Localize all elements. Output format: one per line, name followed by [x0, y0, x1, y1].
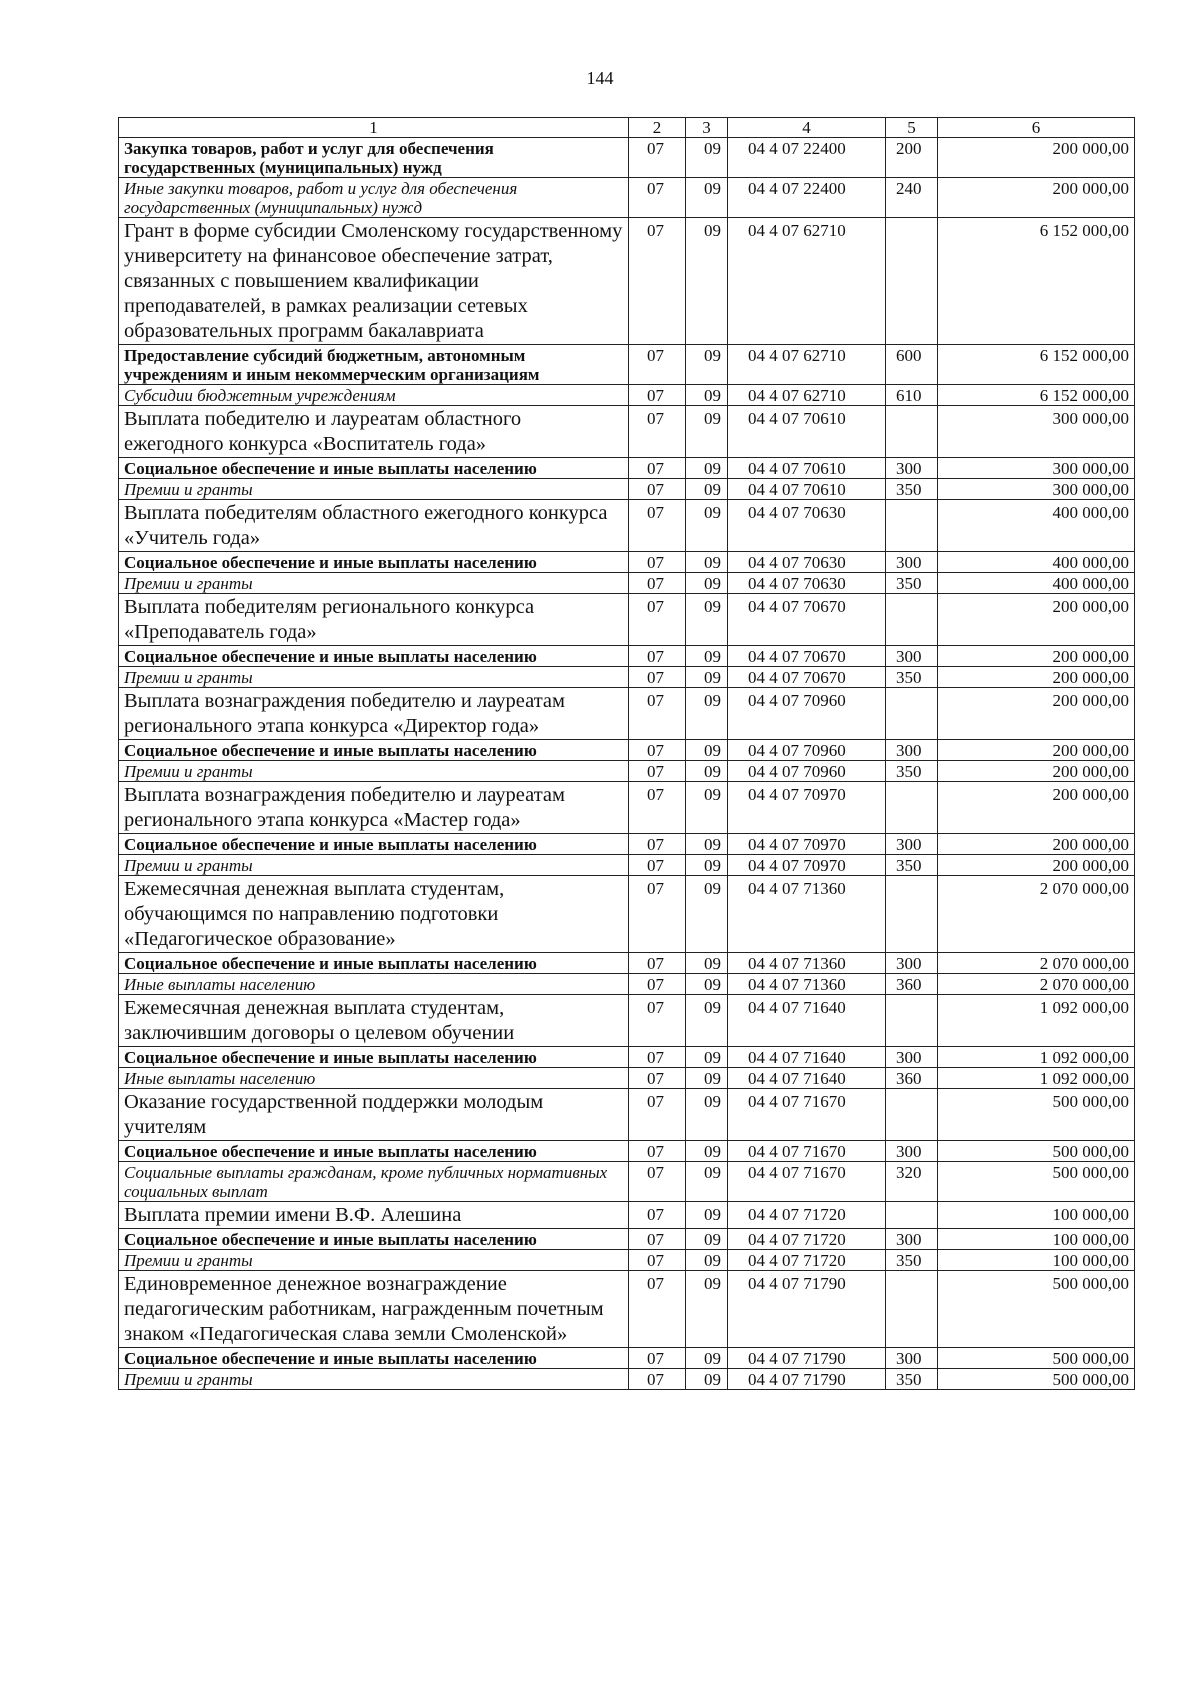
target-article-code: 04 4 07 70610 — [728, 406, 886, 458]
target-article-code: 04 4 07 70970 — [728, 782, 886, 834]
table-row — [119, 876, 1135, 953]
row-description: Закупка товаров, работ и услуг для обеспечения государственных (муниципальных) нужд — [119, 138, 629, 178]
page-number: 144 — [586, 68, 614, 88]
header-cell-6: 6 — [938, 118, 1135, 138]
row-description: Социальное обеспечение и иные выплаты населению — [119, 834, 629, 855]
expense-type-code: 300 — [886, 1047, 938, 1068]
expense-type-code: 200 — [886, 138, 938, 178]
subsection-code: 09 — [686, 688, 728, 740]
expense-type-code: 300 — [886, 1229, 938, 1250]
target-article-code: 04 4 07 70960 — [728, 688, 886, 740]
subsection-code: 09 — [686, 1369, 728, 1390]
table-row — [119, 500, 1135, 552]
row-description: Социальное обеспечение и иные выплаты населению — [119, 1141, 629, 1162]
row-description: Социальное обеспечение и иные выплаты населению — [119, 740, 629, 761]
target-article-code: 04 4 07 71360 — [728, 974, 886, 995]
row-description: Премии и гранты — [119, 1369, 629, 1390]
section-code: 07 — [629, 688, 686, 740]
row-description: Иные выплаты населению — [119, 974, 629, 995]
expense-type-code: 350 — [886, 1369, 938, 1390]
target-article-code: 04 4 07 71640 — [728, 1047, 886, 1068]
expense-type-code — [886, 1089, 938, 1141]
amount: 200 000,00 — [938, 178, 1135, 218]
section-code: 07 — [629, 1141, 686, 1162]
table-row — [119, 406, 1135, 458]
target-article-code: 04 4 07 70610 — [728, 458, 886, 479]
amount: 100 000,00 — [938, 1250, 1135, 1271]
header-cell-2: 2 — [629, 118, 686, 138]
target-article-code: 04 4 07 70970 — [728, 855, 886, 876]
row-description: Выплата победителям областного ежегодного конкурса «Учитель года» — [119, 500, 629, 552]
amount: 500 000,00 — [938, 1141, 1135, 1162]
table-row — [119, 834, 1135, 855]
amount: 200 000,00 — [938, 782, 1135, 834]
subsection-code: 09 — [686, 138, 728, 178]
row-description: Премии и гранты — [119, 667, 629, 688]
table-row — [119, 138, 1135, 178]
table-row — [119, 995, 1135, 1047]
subsection-code: 09 — [686, 552, 728, 573]
row-description: Ежемесячная денежная выплата студентам, обучающимся по направлению подготовки «Педагогическое образование» — [119, 876, 629, 953]
target-article-code: 04 4 07 70960 — [728, 761, 886, 782]
amount: 1 092 000,00 — [938, 1047, 1135, 1068]
table-row — [119, 218, 1135, 345]
row-description: Выплата премии имени В.Ф. Алешина — [119, 1202, 629, 1229]
header-cell-1: 1 — [119, 118, 629, 138]
amount: 300 000,00 — [938, 406, 1135, 458]
target-article-code: 04 4 07 70670 — [728, 646, 886, 667]
section-code: 07 — [629, 1271, 686, 1348]
table-row — [119, 974, 1135, 995]
section-code: 07 — [629, 974, 686, 995]
row-description: Премии и гранты — [119, 855, 629, 876]
row-description: Социальное обеспечение и иные выплаты населению — [119, 1047, 629, 1068]
row-description: Социальное обеспечение и иные выплаты населению — [119, 1348, 629, 1369]
target-article-code: 04 4 07 71720 — [728, 1229, 886, 1250]
subsection-code: 09 — [686, 178, 728, 218]
row-description: Субсидии бюджетным учреждениям — [119, 385, 629, 406]
section-code: 07 — [629, 1348, 686, 1369]
expense-type-code — [886, 594, 938, 646]
subsection-code: 09 — [686, 594, 728, 646]
expense-type-code — [886, 688, 938, 740]
expense-type-code: 300 — [886, 646, 938, 667]
expense-type-code: 300 — [886, 1141, 938, 1162]
table-row — [119, 1271, 1135, 1348]
subsection-code: 09 — [686, 667, 728, 688]
subsection-code: 09 — [686, 974, 728, 995]
amount: 6 152 000,00 — [938, 345, 1135, 385]
subsection-code: 09 — [686, 1229, 728, 1250]
target-article-code: 04 4 07 22400 — [728, 138, 886, 178]
section-code: 07 — [629, 855, 686, 876]
row-description: Социальные выплаты гражданам, кроме публичных нормативных социальных выплат — [119, 1162, 629, 1202]
subsection-code: 09 — [686, 345, 728, 385]
table-row — [119, 1348, 1135, 1369]
table-row — [119, 740, 1135, 761]
header-cell-5: 5 — [886, 118, 938, 138]
section-code: 07 — [629, 552, 686, 573]
section-code: 07 — [629, 1229, 686, 1250]
target-article-code: 04 4 07 62710 — [728, 345, 886, 385]
amount: 200 000,00 — [938, 138, 1135, 178]
section-code: 07 — [629, 406, 686, 458]
expense-type-code: 360 — [886, 1068, 938, 1089]
amount: 200 000,00 — [938, 667, 1135, 688]
expense-type-code — [886, 1202, 938, 1229]
target-article-code: 04 4 07 71720 — [728, 1202, 886, 1229]
row-description: Ежемесячная денежная выплата студентам, заключившим договоры о целевом обучении — [119, 995, 629, 1047]
expense-type-code — [886, 218, 938, 345]
section-code: 07 — [629, 834, 686, 855]
row-description: Премии и гранты — [119, 761, 629, 782]
amount: 400 000,00 — [938, 573, 1135, 594]
table-row — [119, 1369, 1135, 1390]
table-row — [119, 1162, 1135, 1202]
table-row — [119, 573, 1135, 594]
table-row — [119, 782, 1135, 834]
amount: 100 000,00 — [938, 1229, 1135, 1250]
section-code: 07 — [629, 138, 686, 178]
expense-type-code: 360 — [886, 974, 938, 995]
amount: 400 000,00 — [938, 500, 1135, 552]
expense-type-code: 350 — [886, 667, 938, 688]
amount: 2 070 000,00 — [938, 876, 1135, 953]
expense-type-code — [886, 500, 938, 552]
table-row — [119, 178, 1135, 218]
section-code: 07 — [629, 1162, 686, 1202]
target-article-code: 04 4 07 71670 — [728, 1089, 886, 1141]
row-description: Грант в форме субсидии Смоленскому государственному университету на финансовое обеспечение затрат, связанных с повышением квалификации преподавателей, в рамках реализации сетевых образовательных программ бакалавриата — [119, 218, 629, 345]
row-description: Оказание государственной поддержки молодым учителям — [119, 1089, 629, 1141]
amount: 1 092 000,00 — [938, 995, 1135, 1047]
subsection-code: 09 — [686, 1250, 728, 1271]
header-cell-4: 4 — [728, 118, 886, 138]
target-article-code: 04 4 07 71720 — [728, 1250, 886, 1271]
subsection-code: 09 — [686, 834, 728, 855]
expense-type-code: 240 — [886, 178, 938, 218]
subsection-code: 09 — [686, 1162, 728, 1202]
target-article-code: 04 4 07 62710 — [728, 385, 886, 406]
section-code: 07 — [629, 1047, 686, 1068]
table-row — [119, 345, 1135, 385]
subsection-code: 09 — [686, 855, 728, 876]
subsection-code: 09 — [686, 1068, 728, 1089]
target-article-code: 04 4 07 71360 — [728, 953, 886, 974]
table-row — [119, 646, 1135, 667]
subsection-code: 09 — [686, 458, 728, 479]
amount: 400 000,00 — [938, 552, 1135, 573]
table-row — [119, 594, 1135, 646]
amount: 500 000,00 — [938, 1348, 1135, 1369]
section-code: 07 — [629, 178, 686, 218]
amount: 500 000,00 — [938, 1089, 1135, 1141]
section-code: 07 — [629, 761, 686, 782]
table-row — [119, 1047, 1135, 1068]
table-row — [119, 458, 1135, 479]
expense-type-code — [886, 876, 938, 953]
section-code: 07 — [629, 1089, 686, 1141]
expense-type-code: 610 — [886, 385, 938, 406]
amount: 200 000,00 — [938, 646, 1135, 667]
target-article-code: 04 4 07 70960 — [728, 740, 886, 761]
section-code: 07 — [629, 1068, 686, 1089]
table-row — [119, 855, 1135, 876]
row-description: Единовременное денежное вознаграждение педагогическим работникам, награжденным почетным знаком «Педагогическая слава земли Смоленской» — [119, 1271, 629, 1348]
table-row — [119, 479, 1135, 500]
amount: 2 070 000,00 — [938, 974, 1135, 995]
section-code: 07 — [629, 740, 686, 761]
expense-type-code: 600 — [886, 345, 938, 385]
target-article-code: 04 4 07 71790 — [728, 1369, 886, 1390]
expense-type-code: 320 — [886, 1162, 938, 1202]
target-article-code: 04 4 07 71790 — [728, 1271, 886, 1348]
table-row — [119, 1202, 1135, 1229]
amount: 200 000,00 — [938, 855, 1135, 876]
section-code: 07 — [629, 782, 686, 834]
section-code: 07 — [629, 1250, 686, 1271]
section-code: 07 — [629, 876, 686, 953]
target-article-code: 04 4 07 71360 — [728, 876, 886, 953]
expense-type-code: 350 — [886, 1250, 938, 1271]
section-code: 07 — [629, 1202, 686, 1229]
subsection-code: 09 — [686, 1047, 728, 1068]
table-row — [119, 1141, 1135, 1162]
table-row — [119, 688, 1135, 740]
expense-type-code: 350 — [886, 855, 938, 876]
header-cell-3: 3 — [686, 118, 728, 138]
target-article-code: 04 4 07 70630 — [728, 552, 886, 573]
row-description: Социальное обеспечение и иные выплаты населению — [119, 458, 629, 479]
expense-type-code — [886, 1271, 938, 1348]
table-row — [119, 552, 1135, 573]
target-article-code: 04 4 07 71640 — [728, 1068, 886, 1089]
row-description: Социальное обеспечение и иные выплаты населению — [119, 552, 629, 573]
target-article-code: 04 4 07 62710 — [728, 218, 886, 345]
target-article-code: 04 4 07 70670 — [728, 667, 886, 688]
row-description: Премии и гранты — [119, 573, 629, 594]
subsection-code: 09 — [686, 1202, 728, 1229]
row-description: Социальное обеспечение и иные выплаты населению — [119, 1229, 629, 1250]
table-body — [119, 138, 1135, 1390]
row-description: Выплата победителю и лауреатам областного ежегодного конкурса «Воспитатель года» — [119, 406, 629, 458]
row-description: Выплата вознаграждения победителю и лауреатам регионального этапа конкурса «Мастер года» — [119, 782, 629, 834]
amount: 6 152 000,00 — [938, 385, 1135, 406]
expense-type-code: 350 — [886, 573, 938, 594]
target-article-code: 04 4 07 70630 — [728, 500, 886, 552]
target-article-code: 04 4 07 70610 — [728, 479, 886, 500]
table-row — [119, 1229, 1135, 1250]
section-code: 07 — [629, 385, 686, 406]
amount: 500 000,00 — [938, 1162, 1135, 1202]
section-code: 07 — [629, 953, 686, 974]
subsection-code: 09 — [686, 1271, 728, 1348]
target-article-code: 04 4 07 71790 — [728, 1348, 886, 1369]
section-code: 07 — [629, 646, 686, 667]
row-description: Иные выплаты населению — [119, 1068, 629, 1089]
expense-type-code: 350 — [886, 761, 938, 782]
subsection-code: 09 — [686, 646, 728, 667]
table-row — [119, 667, 1135, 688]
amount: 2 070 000,00 — [938, 953, 1135, 974]
section-code: 07 — [629, 479, 686, 500]
row-description: Премии и гранты — [119, 1250, 629, 1271]
target-article-code: 04 4 07 71640 — [728, 995, 886, 1047]
subsection-code: 09 — [686, 500, 728, 552]
subsection-code: 09 — [686, 953, 728, 974]
subsection-code: 09 — [686, 1089, 728, 1141]
target-article-code: 04 4 07 71670 — [728, 1162, 886, 1202]
expense-type-code: 300 — [886, 458, 938, 479]
target-article-code: 04 4 07 70670 — [728, 594, 886, 646]
section-code: 07 — [629, 218, 686, 345]
table-row — [119, 1089, 1135, 1141]
subsection-code: 09 — [686, 573, 728, 594]
expense-type-code: 350 — [886, 479, 938, 500]
target-article-code: 04 4 07 22400 — [728, 178, 886, 218]
amount: 500 000,00 — [938, 1369, 1135, 1390]
section-code: 07 — [629, 500, 686, 552]
amount: 200 000,00 — [938, 740, 1135, 761]
section-code: 07 — [629, 667, 686, 688]
budget-table — [118, 117, 1135, 1390]
section-code: 07 — [629, 995, 686, 1047]
amount: 1 092 000,00 — [938, 1068, 1135, 1089]
amount: 200 000,00 — [938, 834, 1135, 855]
table-row — [119, 1250, 1135, 1271]
amount: 200 000,00 — [938, 594, 1135, 646]
subsection-code: 09 — [686, 479, 728, 500]
table-row — [119, 953, 1135, 974]
subsection-code: 09 — [686, 876, 728, 953]
amount: 100 000,00 — [938, 1202, 1135, 1229]
section-code: 07 — [629, 573, 686, 594]
expense-type-code: 300 — [886, 834, 938, 855]
expense-type-code: 300 — [886, 740, 938, 761]
row-description: Иные закупки товаров, работ и услуг для обеспечения государственных (муниципальных) нужд — [119, 178, 629, 218]
expense-type-code — [886, 782, 938, 834]
section-code: 07 — [629, 1369, 686, 1390]
subsection-code: 09 — [686, 1348, 728, 1369]
row-description: Премии и гранты — [119, 479, 629, 500]
subsection-code: 09 — [686, 995, 728, 1047]
amount: 200 000,00 — [938, 688, 1135, 740]
amount: 300 000,00 — [938, 479, 1135, 500]
subsection-code: 09 — [686, 406, 728, 458]
subsection-code: 09 — [686, 782, 728, 834]
row-description: Выплата вознаграждения победителю и лауреатам регионального этапа конкурса «Директор года» — [119, 688, 629, 740]
subsection-code: 09 — [686, 761, 728, 782]
section-code: 07 — [629, 458, 686, 479]
section-code: 07 — [629, 594, 686, 646]
table-row — [119, 385, 1135, 406]
subsection-code: 09 — [686, 218, 728, 345]
section-code: 07 — [629, 345, 686, 385]
row-description: Выплата победителям регионального конкурса «Преподаватель года» — [119, 594, 629, 646]
subsection-code: 09 — [686, 1141, 728, 1162]
expense-type-code — [886, 995, 938, 1047]
amount: 500 000,00 — [938, 1271, 1135, 1348]
subsection-code: 09 — [686, 740, 728, 761]
target-article-code: 04 4 07 70970 — [728, 834, 886, 855]
amount: 200 000,00 — [938, 761, 1135, 782]
table-row — [119, 1068, 1135, 1089]
expense-type-code: 300 — [886, 552, 938, 573]
row-description: Предоставление субсидий бюджетным, автономным учреждениям и иным некоммерческим организациям — [119, 345, 629, 385]
expense-type-code: 300 — [886, 1348, 938, 1369]
row-description: Социальное обеспечение и иные выплаты населению — [119, 646, 629, 667]
subsection-code: 09 — [686, 385, 728, 406]
expense-type-code: 300 — [886, 953, 938, 974]
table-row — [119, 761, 1135, 782]
target-article-code: 04 4 07 70630 — [728, 573, 886, 594]
header-row — [119, 118, 1135, 138]
row-description: Социальное обеспечение и иные выплаты населению — [119, 953, 629, 974]
target-article-code: 04 4 07 71670 — [728, 1141, 886, 1162]
expense-type-code — [886, 406, 938, 458]
amount: 6 152 000,00 — [938, 218, 1135, 345]
amount: 300 000,00 — [938, 458, 1135, 479]
